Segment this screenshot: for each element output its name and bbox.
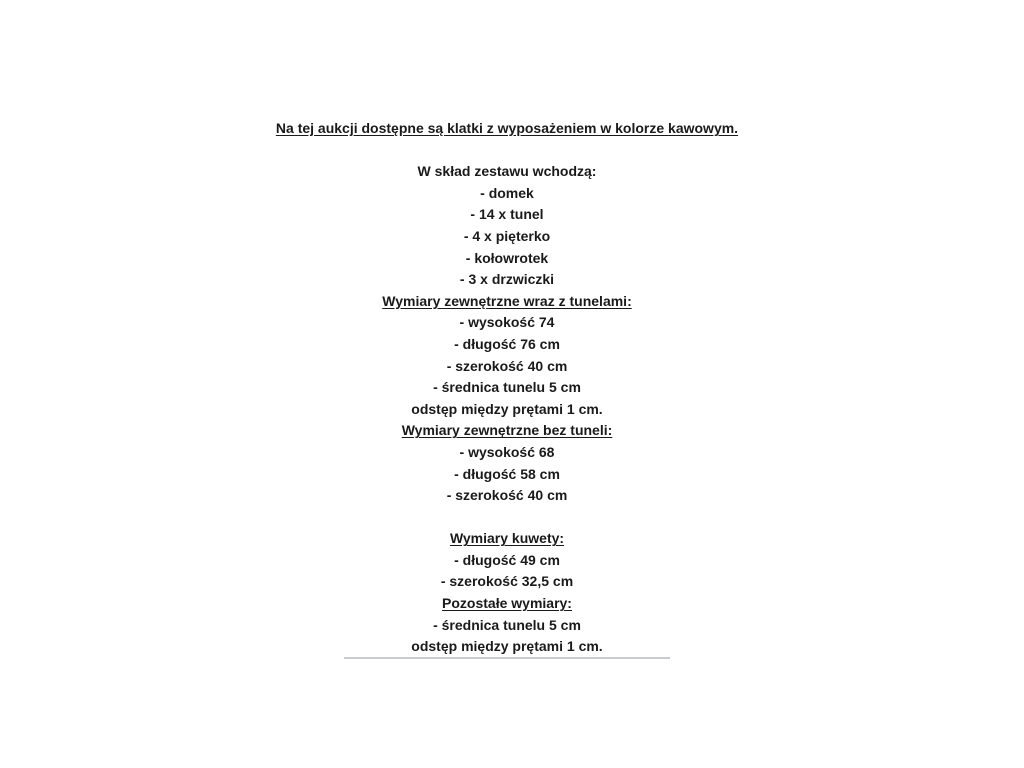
tray-length: - długość 49 cm xyxy=(454,551,560,568)
intro-heading: Na tej aukcji dostępne są klatki z wyposażeniem w kolorze kawowym. xyxy=(275,120,739,136)
with-tunnels-bar-spacing: odstęp między prętami 1 cm. xyxy=(411,400,603,417)
set-item-doors: - 3 x drzwiczki xyxy=(459,271,555,288)
product-description xyxy=(0,118,1014,658)
other-tunnel-diameter: - średnica tunelu 5 cm xyxy=(433,616,581,633)
set-item-house: - domek xyxy=(480,184,534,201)
without-tunnels-width: - szerokość 40 cm xyxy=(446,487,568,504)
set-item-levels: - 4 x pięterko xyxy=(463,227,551,244)
set-heading: W skład zestawu wchodzą: xyxy=(417,163,597,180)
tray-heading: Wymiary kuwety: xyxy=(449,530,565,547)
with-tunnels-heading: Wymiary zewnętrzne wraz z tunelami: xyxy=(382,292,632,309)
spacer xyxy=(0,507,1014,529)
without-tunnels-height: - wysokość 68 xyxy=(459,443,555,460)
other-heading: Pozostałe wymiary: xyxy=(442,595,572,612)
bottom-divider xyxy=(344,657,670,659)
other-bar-spacing: odstęp między prętami 1 cm. xyxy=(411,638,603,655)
spacer xyxy=(0,140,1014,162)
with-tunnels-height: - wysokość 74 xyxy=(459,314,555,331)
with-tunnels-tunnel-diameter: - średnica tunelu 5 cm xyxy=(433,379,581,396)
set-item-tunnels: - 14 x tunel xyxy=(470,206,544,223)
set-item-wheel: - kołowrotek xyxy=(465,249,549,266)
with-tunnels-width: - szerokość 40 cm xyxy=(446,357,568,374)
without-tunnels-length: - długość 58 cm xyxy=(454,465,560,482)
without-tunnels-heading: Wymiary zewnętrzne bez tuneli: xyxy=(401,422,613,439)
tray-width: - szerokość 32,5 cm xyxy=(440,573,574,590)
with-tunnels-length: - długość 76 cm xyxy=(454,335,560,352)
